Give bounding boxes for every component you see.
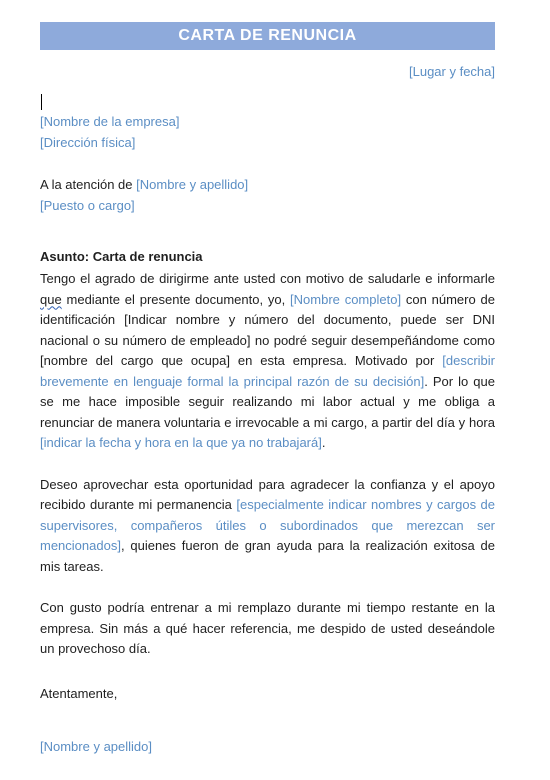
attention-line (40, 174, 495, 195)
datetime-placeholder: [indicar la fecha y hora en la que ya no trabajará] (40, 435, 322, 450)
attention-name-placeholder: [Nombre y apellido] (136, 177, 249, 192)
subject-line: Asunto: Carta de renuncia (40, 249, 203, 264)
closing-line: Atentamente, (40, 685, 118, 701)
p1-text-c: con número de identificación [Indicar nombre y número del documento, puede ser DNI nacional o su número de empleado] no podré seguir desempeñándome como [nombre del cargo que ocupa] en esta empresa. Motivado por (40, 291, 495, 368)
attention-block (40, 174, 495, 216)
p1-text-a: Tengo el agrado de dirigirme ante usted con motivo de saludarle e informarle (40, 271, 495, 286)
p2-text-b: , quienes fueron de gran ayuda para la realización exitosa de mis tareas. (40, 538, 495, 574)
attention-prefix: A la atención de (40, 177, 137, 192)
place-date-placeholder: [Lugar y fecha] (409, 64, 495, 79)
paragraph-3: Con gusto podría entrenar a mi remplazo durante mi tiempo restante en la empresa. Sin más a qué hacer referencia, me despido de usted deseándole un provechoso día. (40, 600, 495, 656)
reason-placeholder: [describir brevemente en lenguaje formal la principal razón de su decisión] (40, 353, 495, 389)
p1-text-e: . (321, 435, 326, 450)
company-name-placeholder: [Nombre de la empresa] (40, 114, 180, 129)
company-address-placeholder: [Dirección física] (40, 135, 136, 150)
p1-spellcheck-word: que (40, 291, 62, 307)
full-name-placeholder: [Nombre completo] (290, 291, 402, 307)
attention-position-placeholder: [Puesto o cargo] (40, 198, 135, 213)
paragraph-1 (40, 269, 495, 454)
p2-text-a: Deseo aprovechar esta oportunidad para agradecer la confianza y el apoyo recibido durante mi permanencia (40, 476, 495, 512)
paragraph-2 (40, 475, 495, 578)
document-page (40, 22, 495, 757)
p1-text-d: . Por lo que se me hace imposible seguir realizando mi labor actual y me obliga a renunciar de manera voluntaria e irrevocable a mi cargo, a partir del día y hora (40, 373, 495, 430)
signature-name-placeholder: [Nombre y apellido] (40, 738, 152, 754)
company-block (40, 111, 495, 153)
document-title: CARTA DE RENUNCIA (40, 22, 495, 50)
names-placeholder: [especialmente indicar nombres y cargos de supervisores, compañeros útiles o subordinados que merezcan ser mencionados] (40, 497, 496, 553)
p1-text-b: mediante el presente documento, yo, (61, 291, 291, 307)
